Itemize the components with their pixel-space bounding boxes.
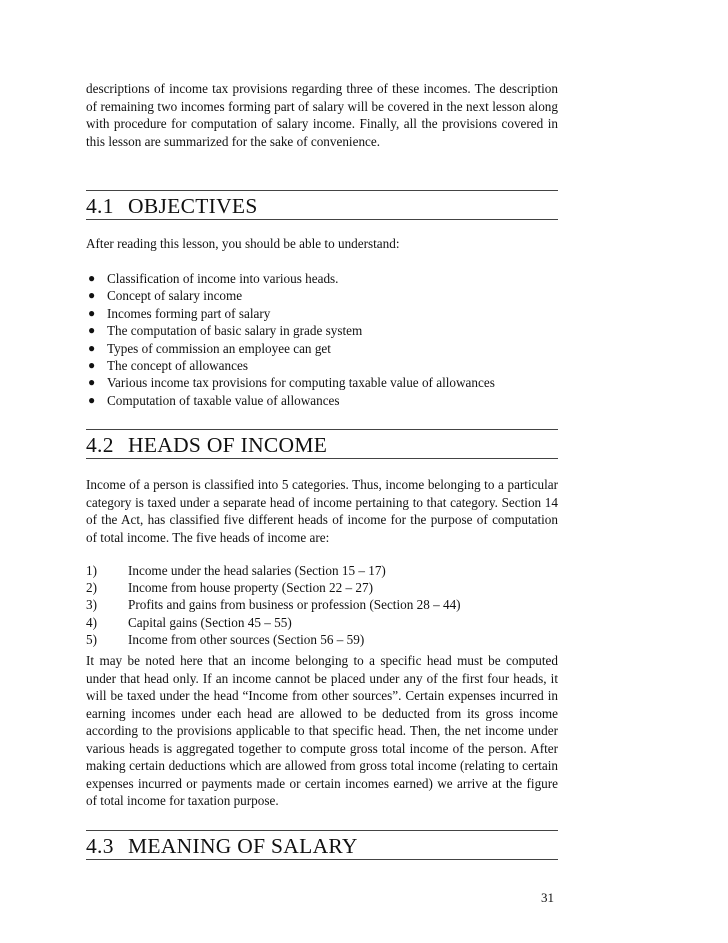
list-item: 2) Income from house property (Section 22 – 27)	[86, 580, 374, 596]
list-item: ● Concept of salary income	[88, 288, 243, 304]
bullet-icon: ●	[88, 323, 96, 338]
noted-paragraph: It may be noted here that an income belonging to a specific head must be computed under that head only. If an income cannot be placed under any of the first four heads, it will be taxed under the head “Income from other sources”. Certain expenses incurred in earning incomes under each head are allowed to be deducted from its gross income according to the provisions applicable to that specific head. Then, the net income under various heads is aggregated together to compute gross total income of the person. After making certain deductions which are allowed from gross total income (relating to certain expenses incurred or payments made or certain incomes earned) we arrive at the figure of total income for taxation purpose.	[86, 653, 558, 808]
list-item: ● The computation of basic salary in grade system	[88, 323, 363, 339]
list-item: ● Classification of income into various heads.	[88, 271, 339, 286]
section-heading-heads-of-income	[86, 429, 558, 459]
bullet-icon: ●	[88, 288, 96, 303]
bullet-icon: ●	[88, 271, 96, 285]
section-title: OBJECTIVES	[128, 194, 258, 218]
list-item: ● Types of commission an employee can get	[88, 340, 331, 356]
heads-list	[86, 562, 558, 648]
bullet-icon: ●	[88, 305, 96, 320]
list-item: 1) Income under the head salaries (Section 15 – 17)	[86, 563, 386, 578]
section-heading-meaning-of-salary	[86, 830, 558, 860]
list-item: ● Various income tax provisions for computing taxable value of allowances	[88, 375, 495, 391]
bullet-icon: ●	[88, 358, 96, 373]
objectives-lead: After reading this lesson, you should be able to understand:	[86, 236, 400, 251]
section-title: MEANING OF SALARY	[128, 834, 358, 858]
bullet-icon: ●	[88, 375, 96, 390]
heads-paragraph: Income of a person is classified into 5 categories. Thus, income belonging to a particular category is taxed under a separate head of income pertaining to that category. Section 14 of the Act, has classified five different heads of income for the purpose of computation of total income. The five heads of income are:	[86, 477, 558, 545]
list-item: 3) Profits and gains from business or profession (Section 28 – 44)	[86, 597, 461, 613]
bullet-icon: ●	[88, 340, 96, 355]
list-item: ● The concept of allowances	[88, 358, 248, 374]
section-heading-objectives	[86, 190, 558, 220]
objectives-list	[86, 270, 558, 409]
list-item: 5) Income from other sources (Section 56 – 59)	[86, 631, 365, 647]
bullet-icon: ●	[88, 392, 96, 407]
intro-paragraph: descriptions of income tax provisions regarding three of these incomes. The description of remaining two incomes forming part of salary will be covered in the next lesson along with procedure for computation of salary income. Finally, all the provisions covered in this lesson are summarized for the sake of convenience.	[86, 81, 558, 149]
list-item: ● Computation of taxable value of allowances	[88, 392, 340, 408]
section-number: 4.2	[86, 433, 114, 457]
page-number: 31	[541, 890, 554, 905]
section-number: 4.1	[86, 194, 114, 218]
section-title: HEADS OF INCOME	[128, 433, 328, 457]
section-number: 4.3	[86, 834, 114, 858]
list-item: 4) Capital gains (Section 45 – 55)	[86, 614, 292, 630]
list-item: ● Incomes forming part of salary	[88, 305, 271, 321]
